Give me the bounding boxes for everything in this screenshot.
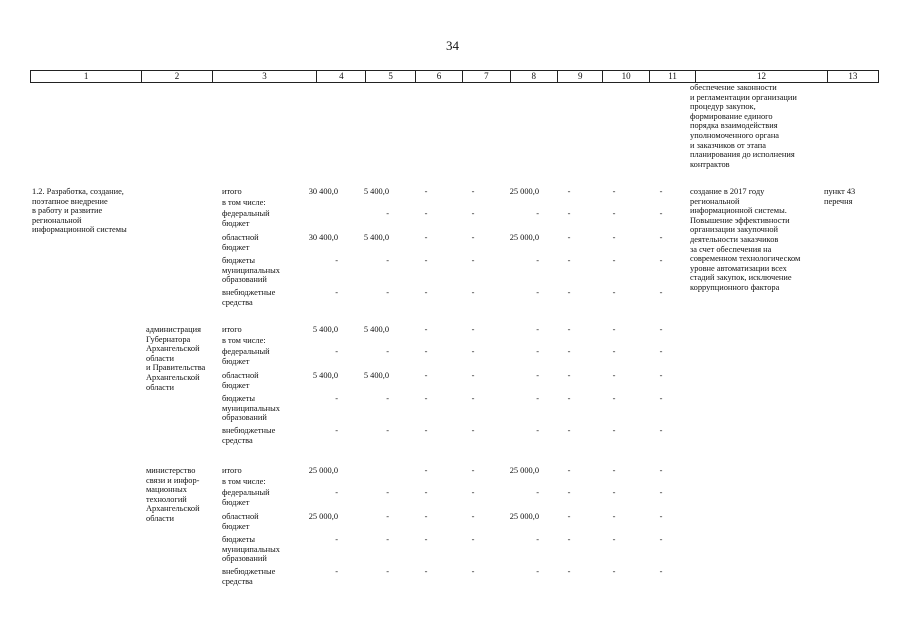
col-header-5: 5 xyxy=(366,71,415,82)
value-cell: - xyxy=(424,256,428,265)
value-cell: - xyxy=(536,535,539,544)
value-cell: - xyxy=(471,209,475,218)
value-cell: - xyxy=(659,426,663,435)
value-cell: - xyxy=(567,325,571,334)
value-cell: - xyxy=(536,288,539,297)
value-cell: - xyxy=(424,347,428,356)
value-cell: - xyxy=(471,187,475,196)
row-label-extrabudget: внебюджетные средства xyxy=(222,426,276,445)
value-cell: - xyxy=(471,256,475,265)
value-cell: - xyxy=(567,209,571,218)
value-cell: - xyxy=(386,288,389,297)
value-cell: - xyxy=(424,187,428,196)
value-cell: - xyxy=(386,567,389,576)
executor-administration: администрация Губернатора Архангельской области и Правительства Архангельской области xyxy=(146,325,206,392)
row-label-extrabudget: внебюджетные средства xyxy=(222,567,276,586)
measure-title: 1.2. Разработка, создание, поэтапное внедрение в работу и развитие региональной информационной системы xyxy=(32,187,127,235)
value-cell: - xyxy=(536,325,539,334)
value-cell: 25 000,0 xyxy=(308,466,338,475)
value-cell: - xyxy=(612,288,616,297)
value-cell: - xyxy=(567,535,571,544)
col-header-8: 8 xyxy=(511,71,558,82)
value-cell: - xyxy=(335,488,338,497)
value-cell: - xyxy=(536,256,539,265)
value-cell: - xyxy=(567,371,571,380)
value-cell: 5 400,0 xyxy=(363,187,389,196)
col-header-10: 10 xyxy=(603,71,649,82)
value-cell: 30 400,0 xyxy=(308,187,338,196)
value-cell: - xyxy=(335,426,338,435)
value-cell: - xyxy=(612,567,616,576)
value-cell: - xyxy=(659,288,663,297)
column-header-row xyxy=(30,70,879,83)
value-cell: - xyxy=(567,512,571,521)
value-cell: - xyxy=(471,371,475,380)
value-cell: - xyxy=(612,512,616,521)
col-header-6: 6 xyxy=(416,71,463,82)
col-header-9: 9 xyxy=(558,71,603,82)
value-cell: - xyxy=(612,256,616,265)
value-cell: - xyxy=(567,426,571,435)
value-cell: - xyxy=(612,347,616,356)
value-cell: - xyxy=(424,209,428,218)
value-cell: - xyxy=(424,512,428,521)
measure-result: создание в 2017 году региональной информационной системы. Повышение эффективности организации закупочной деятельности заказчиков за счет обеспечения на современном технологическом уровне автоматизации всех стадий закупок, исключение коррупционного фактора xyxy=(690,187,801,292)
value-cell: 25 000,0 xyxy=(308,512,338,521)
col-header-7: 7 xyxy=(463,71,510,82)
page-number: 34 xyxy=(446,38,459,53)
row-label-including: в том числе: xyxy=(222,198,266,207)
value-cell: - xyxy=(612,325,616,334)
value-cell: - xyxy=(424,535,428,544)
row-label-regional: областной бюджет xyxy=(222,233,259,252)
row-label-municipal: бюджеты муниципальных образований xyxy=(222,394,280,423)
value-cell: - xyxy=(659,256,663,265)
value-cell: - xyxy=(471,488,475,497)
col-header-12: 12 xyxy=(696,71,827,82)
value-cell: - xyxy=(659,371,663,380)
value-cell: - xyxy=(386,347,389,356)
value-cell: - xyxy=(471,567,475,576)
value-cell: - xyxy=(424,466,428,475)
value-cell: - xyxy=(612,394,616,403)
value-cell: - xyxy=(659,347,663,356)
value-cell: - xyxy=(659,233,663,242)
col-header-11: 11 xyxy=(650,71,696,82)
value-cell: - xyxy=(386,394,389,403)
value-cell: - xyxy=(612,371,616,380)
value-cell: - xyxy=(659,209,663,218)
value-cell: - xyxy=(567,233,571,242)
value-cell: - xyxy=(386,535,389,544)
value-cell: - xyxy=(471,535,475,544)
value-cell: - xyxy=(567,347,571,356)
row-label-federal: федеральный бюджет xyxy=(222,488,270,507)
value-cell: - xyxy=(567,256,571,265)
col-header-4: 4 xyxy=(317,71,366,82)
value-cell: - xyxy=(536,371,539,380)
value-cell: - xyxy=(612,209,616,218)
value-cell: - xyxy=(567,466,571,475)
value-cell: - xyxy=(536,567,539,576)
value-cell: - xyxy=(335,567,338,576)
row-label-total: итого xyxy=(222,466,242,475)
value-cell: - xyxy=(424,567,428,576)
executor-ministry: министерство связи и инфор- мационных технологий Архангельской области xyxy=(146,466,200,523)
value-cell: - xyxy=(536,488,539,497)
row-label-municipal: бюджеты муниципальных образований xyxy=(222,256,280,285)
row-label-federal: федеральный бюджет xyxy=(222,347,270,366)
value-cell: 5 400,0 xyxy=(363,233,389,242)
value-cell: - xyxy=(536,209,539,218)
top-result-text: обеспечение законности и регламентации организации процедур закупок, формирование единого порядка взаимодействия уполномоченного органа и заказчиков от этапа планирования до исполнения контрактов xyxy=(690,83,797,169)
value-cell: - xyxy=(471,325,475,334)
value-cell: 5 400,0 xyxy=(312,325,338,334)
value-cell: - xyxy=(471,394,475,403)
value-cell: - xyxy=(612,426,616,435)
value-cell: - xyxy=(386,512,389,521)
value-cell: - xyxy=(471,347,475,356)
value-cell: - xyxy=(659,512,663,521)
value-cell: - xyxy=(471,288,475,297)
value-cell: - xyxy=(386,256,389,265)
value-cell: - xyxy=(335,256,338,265)
value-cell: - xyxy=(386,426,389,435)
value-cell: - xyxy=(424,371,428,380)
value-cell: - xyxy=(424,426,428,435)
value-cell: 25 000,0 xyxy=(509,512,539,521)
value-cell: - xyxy=(424,233,428,242)
row-label-including: в том числе: xyxy=(222,477,266,486)
value-cell: - xyxy=(335,347,338,356)
row-label-regional: областной бюджет xyxy=(222,371,259,390)
value-cell: - xyxy=(471,426,475,435)
value-cell: - xyxy=(424,288,428,297)
value-cell: - xyxy=(471,233,475,242)
col-header-13: 13 xyxy=(848,71,858,81)
value-cell: - xyxy=(335,288,338,297)
value-cell: - xyxy=(567,187,571,196)
value-cell: - xyxy=(536,426,539,435)
value-cell: 25 000,0 xyxy=(509,187,539,196)
row-label-total: итого xyxy=(222,325,242,334)
value-cell: - xyxy=(659,488,663,497)
value-cell: - xyxy=(471,466,475,475)
row-label-municipal: бюджеты муниципальных образований xyxy=(222,535,280,564)
value-cell: - xyxy=(536,394,539,403)
value-cell: - xyxy=(471,512,475,521)
col-header-3: 3 xyxy=(213,71,317,82)
value-cell: - xyxy=(424,488,428,497)
value-cell: - xyxy=(386,209,389,218)
value-cell: - xyxy=(659,567,663,576)
row-label-including: в том числе: xyxy=(222,336,266,345)
value-cell: - xyxy=(612,233,616,242)
value-cell: - xyxy=(659,535,663,544)
value-cell: - xyxy=(424,394,428,403)
value-cell: - xyxy=(659,187,663,196)
value-cell: - xyxy=(567,488,571,497)
value-cell: - xyxy=(659,325,663,334)
value-cell: - xyxy=(659,394,663,403)
value-cell: - xyxy=(386,488,389,497)
col-header-2: 2 xyxy=(142,71,213,82)
value-cell: - xyxy=(335,394,338,403)
value-cell: - xyxy=(567,394,571,403)
row-label-extrabudget: внебюджетные средства xyxy=(222,288,276,307)
row-label-regional: областной бюджет xyxy=(222,512,259,531)
col-header-1: 1 xyxy=(31,71,142,82)
value-cell: - xyxy=(612,488,616,497)
row-label-total: итого xyxy=(222,187,242,196)
value-cell: - xyxy=(567,288,571,297)
value-cell: - xyxy=(335,535,338,544)
value-cell: - xyxy=(567,567,571,576)
value-cell: 25 000,0 xyxy=(509,233,539,242)
measure-reference: пункт 43 перечня xyxy=(824,187,856,206)
value-cell: 5 400,0 xyxy=(363,371,389,380)
row-label-federal: федеральный бюджет xyxy=(222,209,270,228)
value-cell: - xyxy=(659,466,663,475)
value-cell: 5 400,0 xyxy=(363,325,389,334)
value-cell: - xyxy=(612,466,616,475)
value-cell: - xyxy=(612,187,616,196)
value-cell: - xyxy=(612,535,616,544)
value-cell: 25 000,0 xyxy=(509,466,539,475)
value-cell: 5 400,0 xyxy=(312,371,338,380)
value-cell: - xyxy=(424,325,428,334)
value-cell: - xyxy=(536,347,539,356)
value-cell: 30 400,0 xyxy=(308,233,338,242)
